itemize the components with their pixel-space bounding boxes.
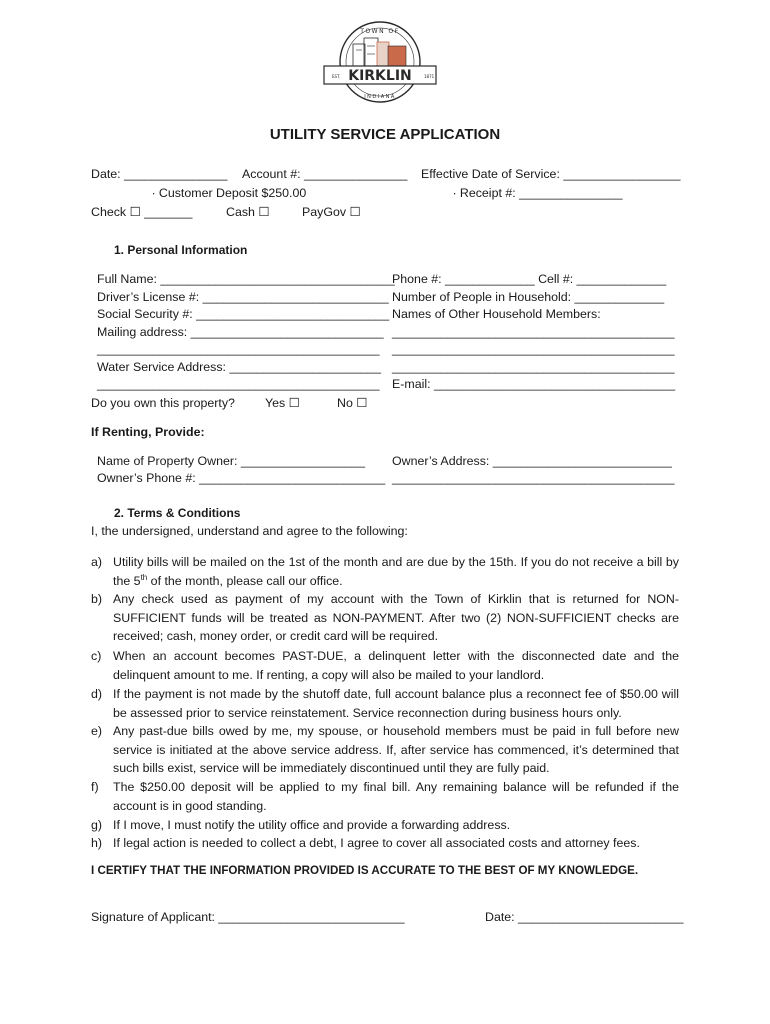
- term-label: a): [91, 555, 103, 569]
- logo-est: EST.: [332, 74, 341, 79]
- effective-date-field[interactable]: Effective Date of Service: _________________: [421, 167, 681, 181]
- terms-intro: I, the undersigned, understand and agree to the following:: [91, 524, 408, 538]
- owner-address-line2[interactable]: _________________________________________: [392, 471, 675, 485]
- own-yes-checkbox[interactable]: Yes ☐: [265, 396, 300, 410]
- term-label: c): [91, 649, 102, 663]
- term-text: Any past-due bills owed by me, my spouse, or household members must be paid in full before new service is initiated at the above service address. If, after service has commenced, it’s determined that such bills exist, service will be immediately discontinued until they are fully paid.: [113, 724, 679, 776]
- term-label: e): [91, 724, 103, 738]
- full-name-field[interactable]: Full Name: __________________________________: [97, 272, 395, 286]
- drivers-license-field[interactable]: Driver’s License #: ___________________________: [97, 290, 389, 304]
- signature-field[interactable]: Signature of Applicant: ___________________________: [91, 910, 405, 924]
- account-field[interactable]: Account #: _______________: [242, 167, 408, 181]
- mailing-address-line2[interactable]: _________________________________________: [97, 342, 380, 356]
- paygov-checkbox[interactable]: PayGov ☐: [302, 205, 361, 219]
- page-title: UTILITY SERVICE APPLICATION: [269, 126, 501, 143]
- owner-name-field[interactable]: Name of Property Owner: __________________: [97, 454, 365, 468]
- building-illustration: [353, 38, 406, 66]
- section-2-heading: 2. Terms & Conditions: [114, 506, 241, 520]
- term-label: h): [91, 836, 103, 850]
- cash-checkbox[interactable]: Cash ☐: [226, 205, 270, 219]
- owner-address-field[interactable]: Owner’s Address: __________________________: [392, 454, 672, 468]
- term-item-c: [91, 647, 679, 684]
- renting-heading: If Renting, Provide:: [91, 425, 205, 439]
- household-members-line2[interactable]: _________________________________________: [392, 342, 675, 356]
- check-checkbox[interactable]: Check ☐ _______: [91, 205, 193, 219]
- mailing-address-field[interactable]: Mailing address: ____________________________: [97, 325, 384, 339]
- term-text: When an account becomes PAST-DUE, a delinquent letter with the disconnected date and the delinquent amount to me. If renting, a copy will also be mailed to your landlord.: [113, 649, 679, 682]
- term-label: b): [91, 592, 103, 606]
- owner-phone-field[interactable]: Owner’s Phone #: ___________________________: [97, 471, 386, 485]
- certify-statement: I CERTIFY THAT THE INFORMATION PROVIDED IS ACCURATE TO THE BEST OF MY KNOWLEDGE.: [91, 864, 639, 877]
- logo-town-of: TOWN OF: [360, 28, 400, 35]
- term-item-g: [91, 816, 679, 835]
- household-members-line3[interactable]: _________________________________________: [392, 360, 675, 374]
- term-item-e: [91, 722, 679, 778]
- customer-deposit: ∙ Customer Deposit $250.00: [152, 186, 307, 200]
- term-text: The $250.00 deposit will be applied to my final bill. Any remaining balance will be refunded if the account is in good standing.: [113, 780, 679, 813]
- water-service-address-line2[interactable]: _________________________________________: [97, 377, 380, 391]
- household-count-field[interactable]: Number of People in Household: _____________: [392, 290, 665, 304]
- town-of-kirklin-logo: [320, 16, 440, 116]
- term-text: Any check used as payment of my account with the Town of Kirklin that is returned for NON-SUFFICIENT funds will be treated as NON-PAYMENT. After two (2) NON-SUFFICIENT checks are received; cash, money order, or credit card will be required.: [113, 592, 679, 644]
- logo-year: 1871: [424, 74, 435, 79]
- logo-state: INDIANA: [364, 94, 396, 100]
- term-text: If I move, I must notify the utility office and provide a forwarding address.: [113, 818, 511, 832]
- logo-name: KIRKLIN: [348, 68, 412, 84]
- term-item-f: [91, 778, 679, 815]
- receipt-field[interactable]: ∙ Receipt #: _______________: [453, 186, 623, 200]
- term-item-d: [91, 685, 679, 722]
- phone-cell-field[interactable]: Phone #: _____________ Cell #: _____________: [392, 272, 667, 286]
- term-label: d): [91, 687, 103, 701]
- section-1-heading: 1. Personal Information: [114, 243, 248, 257]
- water-service-address-field[interactable]: Water Service Address: ______________________: [97, 360, 382, 374]
- date-field[interactable]: Date: _______________: [91, 167, 228, 181]
- term-item-h: [91, 834, 679, 853]
- email-field[interactable]: E-mail: ___________________________________: [392, 377, 676, 391]
- term-text: If the payment is not made by the shutoff date, full account balance plus a reconnect fee of $50.00 will be assessed prior to service reinstatement. Service reconnection during business hours only.: [113, 687, 679, 720]
- own-no-checkbox[interactable]: No ☐: [337, 396, 368, 410]
- household-members-label: Names of Other Household Members:: [392, 307, 601, 321]
- term-label: f): [91, 780, 99, 794]
- own-property-question: Do you own this property?: [91, 396, 235, 410]
- signature-date-field[interactable]: Date: ________________________: [485, 910, 684, 924]
- household-members-line1[interactable]: _________________________________________: [392, 325, 675, 339]
- term-item-a: a) Utility bills will be mailed on the 1st of the month and are due by the 15th. If you do not receive a bill by the 5th of the month, please call our office.: [91, 555, 679, 588]
- social-security-field[interactable]: Social Security #: ____________________________: [97, 307, 390, 321]
- term-label: g): [91, 818, 103, 832]
- term-text: If legal action is needed to collect a debt, I agree to cover all associated costs and attorney fees.: [113, 836, 640, 850]
- term-item-b: [91, 590, 679, 646]
